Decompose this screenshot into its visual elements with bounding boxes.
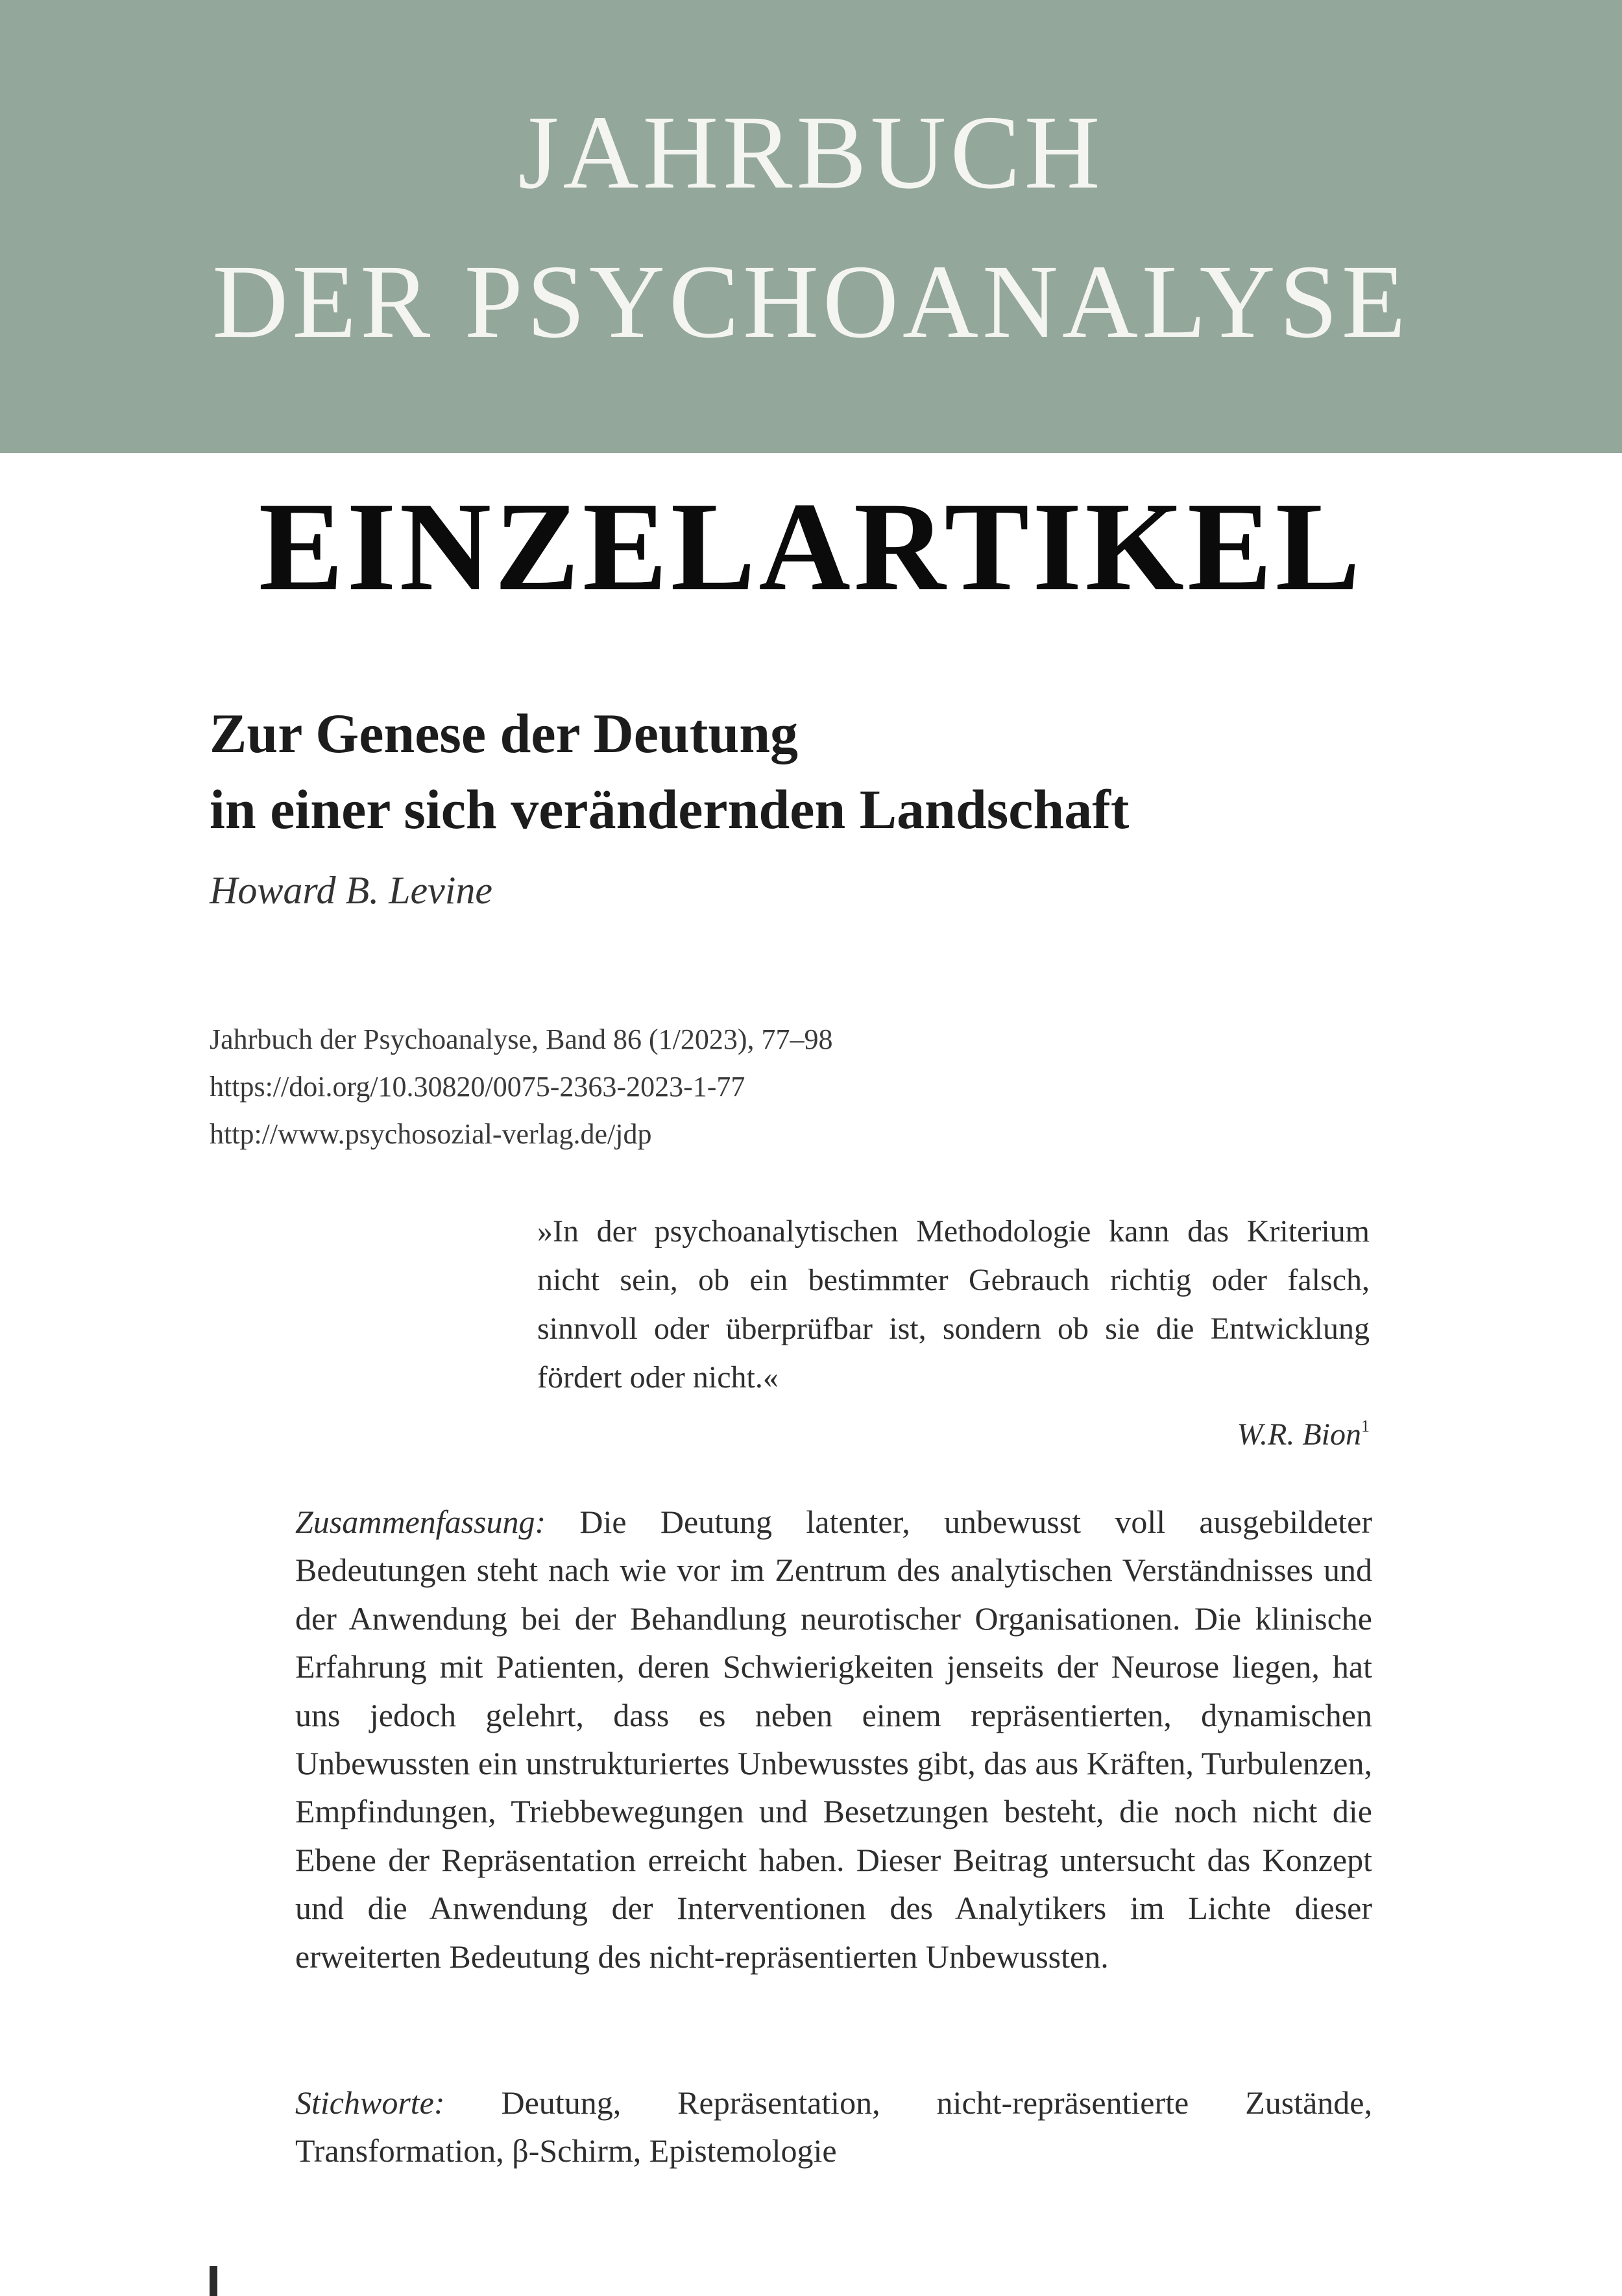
article-title-line2: in einer sich verändernden Landschaft [210, 778, 1130, 840]
document-kind-heading: EINZELARTIKEL [258, 476, 1364, 617]
journal-title-line2: DER PSYCHOANALYSE [212, 244, 1410, 360]
keywords [295, 2079, 1372, 2175]
keywords-label: Stichworte: [295, 2084, 502, 2121]
journal-title-line1: JAHRBUCH [518, 95, 1104, 211]
article-author: Howard B. Levine [210, 869, 493, 912]
article-title [210, 696, 1410, 848]
abstract-text: Die Deutung latenter, unbewusst voll ausgebildeter Bedeutungen steht nach wie vor im Zentrum des analytischen Verständnisses und der Anwendung bei der Behandlung neurotischer Organisationen. Die klinische Erfahrung mit Patienten, deren Schwierigkeiten jenseits der Neurose liegen, hat uns jedoch gelehrt, dass es neben einem repräsentierten, dynamischen Unbewussten ein unstrukturiertes Unbewusstes gibt, das aus Kräften, Turbulenzen, Empfindungen, Triebbewegungen und Besetzungen besteht, die noch nicht die Ebene der Repräsentation erreicht haben. Dieser Beitrag untersucht das Konzept und die Anwendung der Interventionen des Analytikers im Lichte dieser erweiterten Bedeutung des nicht-repräsentierten Unbewussten. [295, 1504, 1372, 1975]
footnote-marker[interactable]: 1 [1361, 1417, 1370, 1435]
citation-block [210, 1016, 832, 1158]
abstract [295, 1498, 1372, 1981]
doi-link[interactable]: https://doi.org/10.30820/0075-2363-2023-1-77 [210, 1071, 745, 1103]
keywords-text: Deutung, Repräsentation, nicht-repräsentierte Zustände, Transformation, β-Schirm, Epistemologie [295, 2084, 1372, 2169]
header-band [0, 0, 1622, 453]
article-title-line1: Zur Genese der Deutung [210, 702, 799, 764]
citation-line: Jahrbuch der Psychoanalyse, Band 86 (1/2023), 77–98 [210, 1023, 833, 1055]
epigraph-quote: »In der psychoanalytischen Methodologie kann das Kriterium nicht sein, ob ein bestimmter Gebrauch richtig oder falsch, sinnvoll oder überprüfbar ist, sondern ob sie die Entwicklung fördert oder nicht.« [537, 1214, 1370, 1395]
epigraph [537, 1207, 1370, 1459]
epigraph-author: W.R. Bion [1237, 1417, 1361, 1452]
page-marker [210, 2266, 217, 2296]
epigraph-attribution [537, 1402, 1370, 1459]
abstract-label: Zusammenfassung: [295, 1504, 580, 1540]
publisher-url[interactable]: http://www.psychosozial-verlag.de/jdp [210, 1118, 652, 1150]
